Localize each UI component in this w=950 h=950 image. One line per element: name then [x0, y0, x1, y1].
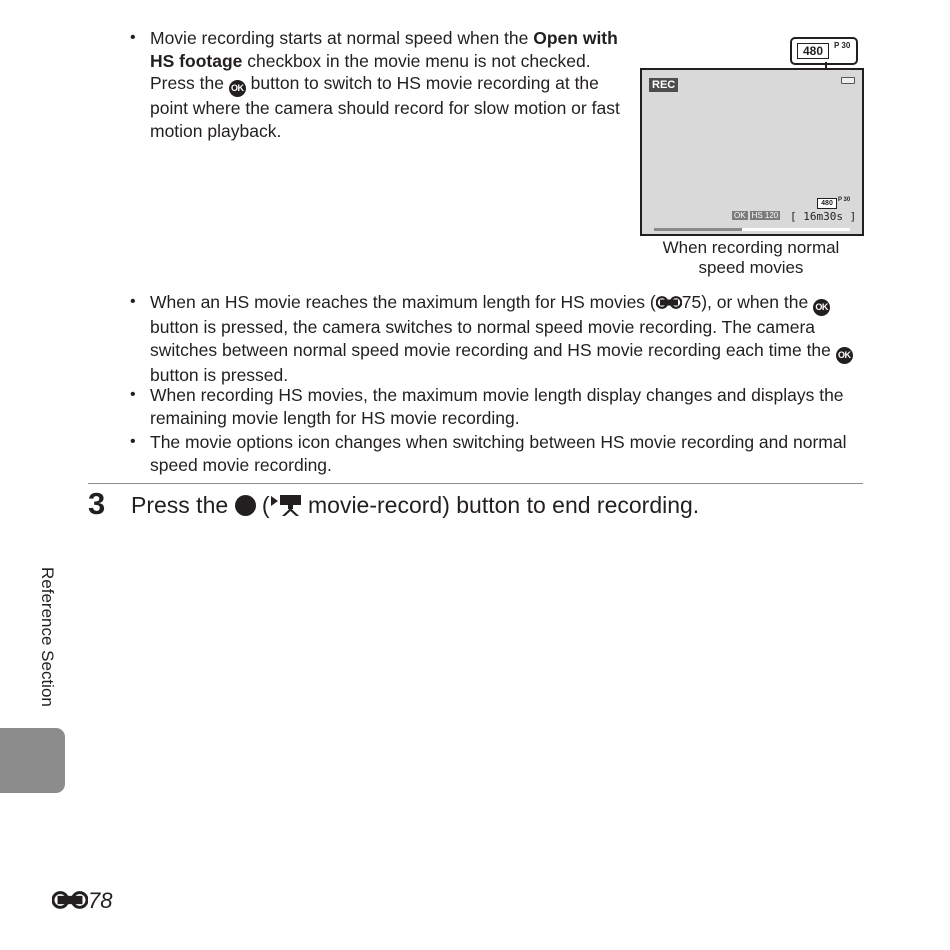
small-frame-rate-label: P 30 [838, 197, 851, 203]
step-number: 3 [88, 486, 106, 521]
ok-hs-guide [732, 211, 780, 220]
recording-progress-fill [654, 228, 742, 231]
record-button-icon [235, 495, 256, 516]
section-side-label: Reference Section [38, 567, 57, 707]
section-tab [0, 728, 65, 793]
page-number: 78 [52, 888, 112, 914]
rec-indicator: REC [649, 78, 678, 92]
bullet-open-with-hs: • Movie recording starts at normal speed when the Open with HS footage checkbox in the movie menu is not checked. Press the OK button to switch to HS movie recording at the point where the camera should record for slow motion or fast motion playback. [150, 27, 620, 142]
movie-options-icon-callout [790, 37, 858, 65]
battery-icon [841, 77, 855, 84]
reference-section-icon [52, 891, 88, 909]
reference-section-icon [656, 296, 682, 309]
step-instruction: Press the ( movie-record) button to end recording. [131, 492, 700, 518]
frame-rate-label: P 30 [834, 41, 851, 50]
ok-button-icon: OK [836, 347, 853, 364]
remaining-time: [ 16m30s ] [790, 210, 857, 223]
ok-button-icon: OK [813, 299, 830, 316]
bullet-max-length: • When an HS movie reaches the maximum length for HS movies ( 75), or when the OK button is pressed, the camera switches to normal speed movie recording. The camera switches between normal speed movie recording and HS movie recording each time the OK button is pressed. [150, 291, 865, 386]
bullet-options-icon: • The movie options icon changes when switching between HS movie recording and normal speed movie recording. [150, 431, 865, 476]
movie-size-label: 480 [797, 43, 829, 59]
bullet-hs-remaining: • When recording HS movies, the maximum movie length display changes and displays the remaining movie length for HS movie recording. [150, 384, 865, 429]
movie-options-icon: 480 [817, 198, 837, 209]
figure-caption: When recording normal speed movies [662, 238, 840, 277]
ok-button-icon: OK [229, 80, 246, 97]
camera-monitor-screen [640, 68, 864, 236]
hs-guide-icon: HS 120 [751, 211, 779, 220]
recording-progress-bar [654, 228, 850, 231]
open-with-hs-footage-term: Open with HS footage [150, 28, 618, 71]
section-divider [88, 483, 863, 484]
movie-camera-icon [270, 494, 302, 516]
ok-guide-icon: OK [734, 211, 746, 220]
